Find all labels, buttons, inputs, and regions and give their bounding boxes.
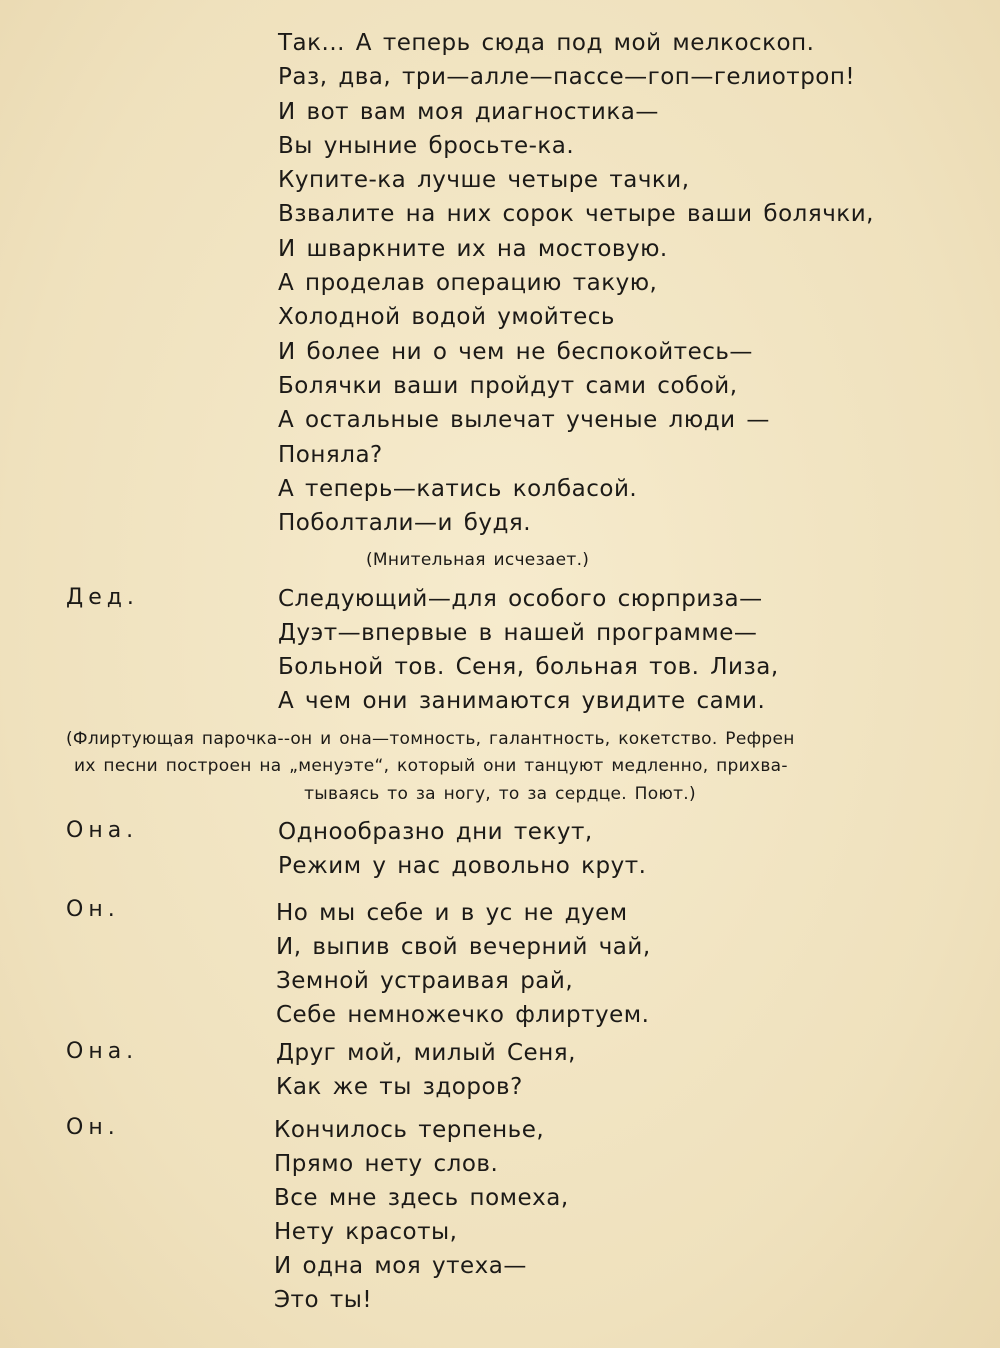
ded-verse-block xyxy=(278,582,779,718)
verse-line: Кончилось терпенье, xyxy=(274,1117,545,1143)
verse-line: Себе немножечко флиртуем. xyxy=(276,1002,650,1028)
speaker-name: Он. xyxy=(66,1115,120,1140)
verse-line: Нету красоты, xyxy=(274,1219,458,1245)
verse-line: Прямо нету слов. xyxy=(274,1151,499,1177)
speaker-name: Она. xyxy=(66,1039,139,1064)
verse-line: Дуэт—впервые в нашей программе— xyxy=(278,620,758,646)
verse-line: И вот вам моя диагностика— xyxy=(278,98,659,125)
verse-line: Взвалите на них сорок четыре ваши болячки, xyxy=(278,201,874,228)
verse-line: Друг мой, милый Сеня, xyxy=(276,1040,576,1066)
verse-line: А теперь—катись колбасой. xyxy=(278,475,638,502)
verse-line: А чем они занимаются увидите сами. xyxy=(278,688,766,714)
verse-line: Раз, два, три—алле—пассе—гоп—гелиотроп! xyxy=(278,64,856,91)
verse-line: И шваркните их на мостовую. xyxy=(278,235,668,262)
verse-line: И одна моя утеха— xyxy=(274,1253,527,1279)
ona-verse-block xyxy=(278,815,646,883)
speaker-name: Он. xyxy=(66,897,120,922)
verse-line: Купите-ка лучше четыре тачки, xyxy=(278,167,690,194)
verse-line: И более ни о чем не беспокойтесь— xyxy=(278,338,753,365)
verse-line: И, выпив свой вечерний чай, xyxy=(276,934,651,960)
verse-line: Это ты! xyxy=(274,1287,373,1313)
verse-line: Все мне здесь помеха, xyxy=(274,1185,569,1211)
verse-line: А остальные вылечат ученые люди — xyxy=(278,407,770,434)
verse-line: Болячки ваши пройдут сами собой, xyxy=(278,372,738,399)
verse-line: Вы уныние бросьте-ка. xyxy=(278,132,575,159)
verse-line: А проделав операцию такую, xyxy=(278,270,658,297)
verse-line: Как же ты здоров? xyxy=(276,1074,523,1100)
on-verse-block xyxy=(276,896,651,1032)
verse-line: Больной тов. Сеня, больная тов. Лиза, xyxy=(278,654,779,680)
verse-line: Так... А теперь сюда под мой мелкоскоп. xyxy=(278,30,815,56)
monologue-block xyxy=(278,26,874,540)
on-verse-block xyxy=(274,1113,569,1317)
stage-direction: (Мнительная исчезает.) xyxy=(366,550,590,570)
speaker-name: Дед. xyxy=(66,585,139,610)
stage-direction: тываясь то за ногу, то за сердце. Поют.) xyxy=(304,784,696,804)
verse-line: Следующий—для особого сюрприза— xyxy=(278,586,763,612)
verse-line: Однообразно дни текут, xyxy=(278,819,593,845)
ona-verse-block xyxy=(276,1036,576,1104)
verse-line: Земной устраивая рай, xyxy=(276,968,574,994)
verse-line: Но мы себе и в ус не дуем xyxy=(276,900,628,926)
verse-line: Режим у нас довольно крут. xyxy=(278,853,647,879)
stage-direction: их песни построен на „менуэте“, который они танцуют медленно, прихва- xyxy=(74,756,788,776)
speaker-name: Она. xyxy=(66,818,139,843)
verse-line: Холодной водой умойтесь xyxy=(278,304,615,331)
verse-line: Поболтали—и будя. xyxy=(278,510,532,537)
stage-direction: (Флиртующая парочка--он и она—томность, галантность, кокетство. Рефрен xyxy=(66,729,795,749)
verse-line: Поняла? xyxy=(278,441,383,468)
